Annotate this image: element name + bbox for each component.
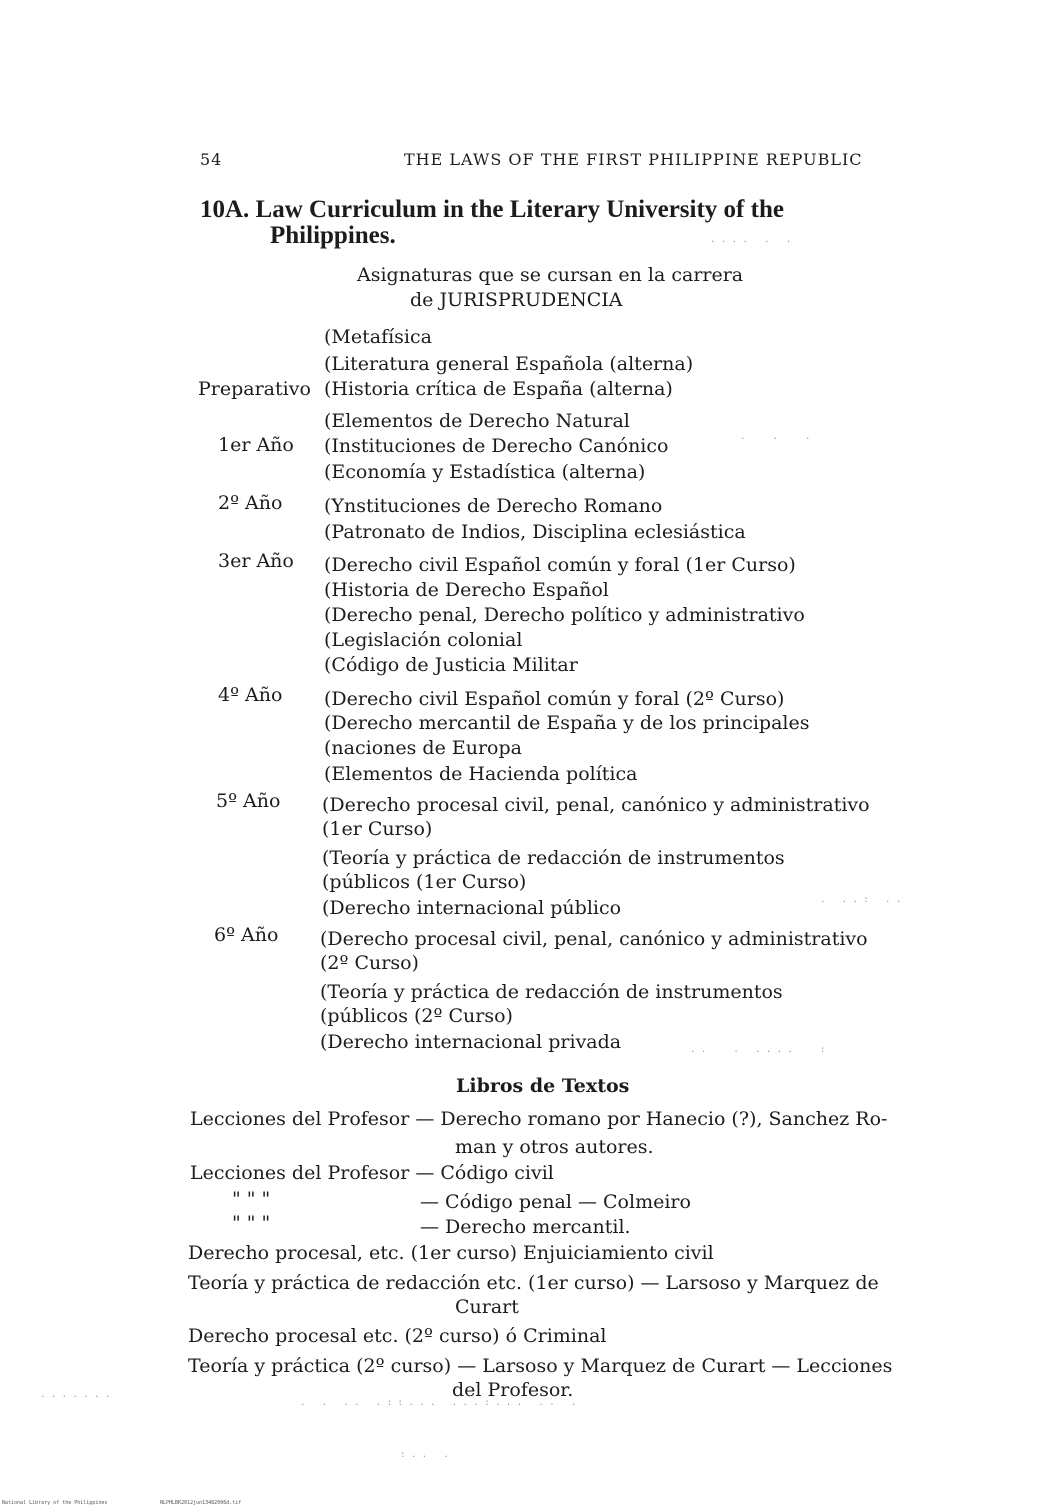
textbook-line: man y otros autores. <box>455 1136 654 1158</box>
y3-subject: (Legislación colonial <box>324 629 523 651</box>
y3-subject: (Historia de Derecho Español <box>324 579 609 601</box>
textbook-line: Derecho procesal etc. (2º curso) ó Criminal <box>188 1325 607 1347</box>
textbook-line: — Derecho mercantil. <box>420 1216 631 1238</box>
textbook-line: Lecciones del Profesor — Derecho romano por Hanecio (?), Sanchez Ro- <box>190 1108 888 1130</box>
y1-subject: (Economía y Estadística (alterna) <box>324 461 646 483</box>
year-label-3: 3er Año <box>218 550 294 572</box>
scan-speckle: . . . : . . <box>820 895 902 905</box>
textbooks-heading: Libros de Textos <box>456 1075 630 1097</box>
running-title: THE LAWS OF THE FIRST PHILIPPINE REPUBLIC <box>404 150 863 169</box>
y1-subject: (Instituciones de Derecho Canónico <box>324 435 669 457</box>
y6-subject: (2º Curso) <box>320 952 419 974</box>
y6-subject: (Derecho internacional privada <box>320 1031 622 1053</box>
y5-subject: (públicos (1er Curso) <box>322 871 527 893</box>
y6-subject: (Teoría y práctica de redacción de instrumentos <box>320 981 783 1003</box>
year-label-2: 2º Año <box>218 492 283 514</box>
y5-subject: (1er Curso) <box>322 818 433 840</box>
ditto-marks: " " " <box>232 1188 271 1210</box>
y5-subject: (Derecho internacional público <box>322 897 622 919</box>
page-number: 54 <box>200 150 223 169</box>
section-title: 10A. Law Curriculum in the Literary University of the <box>200 196 784 223</box>
year-label-4: 4º Año <box>218 684 283 706</box>
y4-subject: (naciones de Europa <box>324 737 522 759</box>
scan-library-label: National Library of the Philippines <box>2 1500 108 1506</box>
ditto-marks: " " " <box>232 1212 271 1234</box>
y4-subject: (Derecho civil Español común y foral (2º Curso) <box>324 688 785 710</box>
y6-subject: (Derecho procesal civil, penal, canónico y administrativo <box>320 928 868 950</box>
year-label-6: 6º Año <box>214 924 279 946</box>
year-label-1: 1er Año <box>218 434 294 456</box>
textbook-line: del Profesor. <box>452 1379 574 1401</box>
scan-speckle: . . . . . . . <box>40 1390 111 1400</box>
prep-subject: (Metafísica <box>324 326 432 348</box>
y5-subject: (Teoría y práctica de redacción de instrumentos <box>322 847 785 869</box>
y3-subject: (Derecho civil Español común y foral (1er Curso) <box>324 554 796 576</box>
scan-speckle: : . . . <box>400 1450 449 1460</box>
y5-subject: (Derecho procesal civil, penal, canónico y administrativo <box>322 794 870 816</box>
section-title-continued: Philippines. <box>270 222 396 249</box>
scan-speckle: . . . . . : : . . . . . . : . . . . . . <box>300 1398 577 1408</box>
textbook-line: Curart <box>455 1296 519 1318</box>
textbook-line: Teoría y práctica (2º curso) — Larsoso y Marquez de Curart — Lecciones <box>188 1355 893 1377</box>
textbook-line: Derecho procesal, etc. (1er curso) Enjuiciamiento civil <box>188 1242 714 1264</box>
y6-subject: (públicos (2º Curso) <box>320 1005 513 1027</box>
scan-speckle: . . . . . . <box>710 235 792 245</box>
subtitle-line-1: Asignaturas que se cursan en la carrera <box>357 264 744 286</box>
textbook-line: Lecciones del Profesor — Código civil <box>190 1162 554 1184</box>
textbook-line: Teoría y práctica de redacción etc. (1er curso) — Larsoso y Marquez de <box>188 1272 879 1294</box>
scan-speckle: . . . <box>740 432 811 442</box>
y3-subject: (Código de Justicia Militar <box>324 654 578 676</box>
year-label-5: 5º Año <box>216 790 281 812</box>
y2-subject: (Ynstituciones de Derecho Romano <box>324 495 663 517</box>
y1-subject: (Elementos de Derecho Natural <box>324 410 630 432</box>
textbook-line: — Código penal — Colmeiro <box>420 1191 691 1213</box>
prep-subject: (Literatura general Española (alterna) <box>324 353 694 375</box>
scan-file-id: NLPHLBK2012jun13482006d.tif <box>160 1500 242 1506</box>
y4-subject: (Derecho mercantil de España y de los principales <box>324 712 810 734</box>
year-label-preparativo: Preparativo <box>198 378 311 400</box>
y2-subject: (Patronato de Indios, Disciplina eclesiástica <box>324 521 746 543</box>
scan-speckle: . . . . . . . : <box>690 1045 826 1055</box>
subtitle-line-2: de JURISPRUDENCIA <box>410 289 623 311</box>
y4-subject: (Elementos de Hacienda política <box>324 763 638 785</box>
y3-subject: (Derecho penal, Derecho político y administrativo <box>324 604 805 626</box>
prep-subject: (Historia crítica de España (alterna) <box>324 378 673 400</box>
